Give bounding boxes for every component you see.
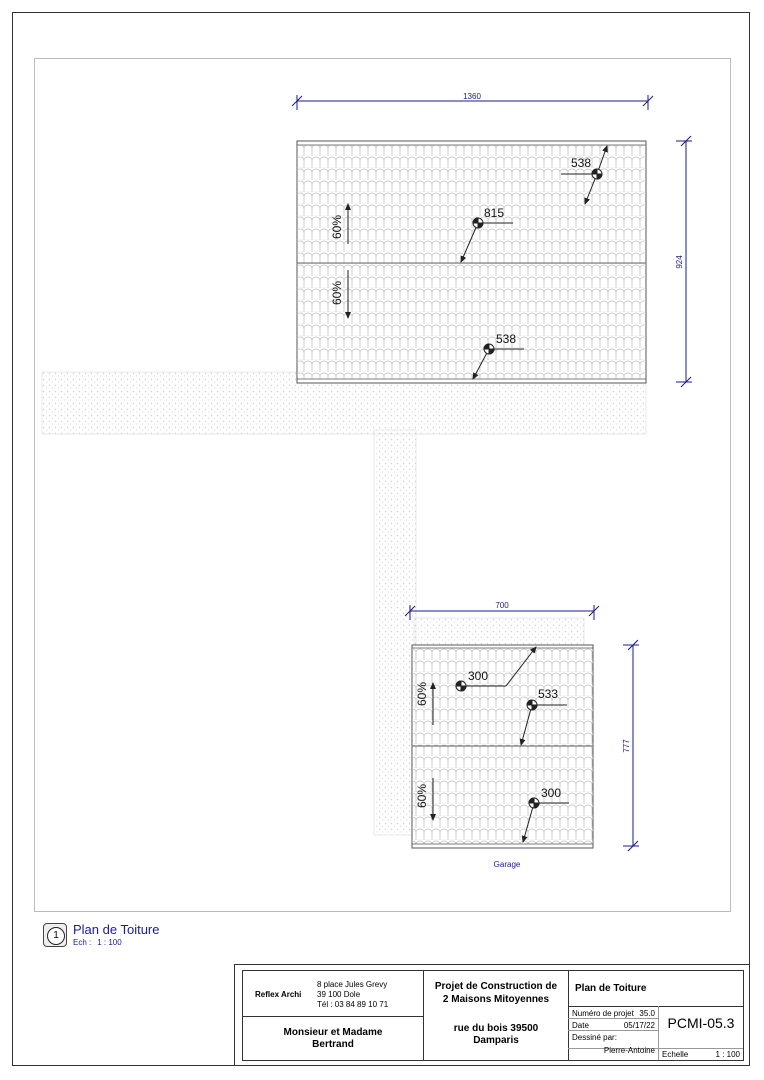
client-name [243, 1027, 423, 1051]
project-title [424, 980, 568, 1006]
dim-garage-width: 700 [495, 601, 509, 610]
slope-label: 60% [415, 783, 429, 809]
view-number-badge [43, 923, 67, 947]
dim-garage-height: 777 [622, 739, 631, 753]
terrain-strip-vertical [374, 430, 416, 835]
elevation-label: 538 [571, 156, 592, 170]
view-scale-label: Ech : [73, 938, 92, 947]
elevation-label: 300 [541, 786, 562, 800]
company-name: Reflex Archi [255, 990, 302, 999]
address-line: 39 100 Dole [317, 990, 361, 999]
scale-label: Echelle [662, 1050, 689, 1059]
dim-main-width: 1360 [463, 92, 481, 101]
scale: 1 : 100 [715, 1050, 740, 1059]
view-name: Plan de Toiture [73, 922, 160, 937]
address-line: 8 place Jules Grevy [317, 980, 388, 989]
view-scale-value: 1 : 100 [97, 938, 122, 947]
garage-roof [412, 645, 593, 848]
elevation-label: 538 [496, 332, 517, 346]
elevation-label: 533 [538, 687, 559, 701]
title-block [242, 970, 744, 1061]
drawn-by: Pierre-Antoine [603, 1046, 655, 1055]
site-line: Damparis [473, 1035, 519, 1046]
site-address [424, 1023, 568, 1047]
view-scale [73, 938, 122, 947]
project-line: 2 Maisons Mitoyennes [442, 994, 550, 1005]
date: 05/17/22 [623, 1021, 655, 1030]
site-line: rue du bois 39500 [453, 1023, 539, 1034]
garage-label: Garage [493, 860, 521, 869]
sheet-title: Plan de Toiture [575, 983, 647, 994]
elevation-label: 300 [468, 669, 489, 683]
slope-label: 60% [415, 681, 429, 707]
slope-label: 60% [330, 214, 344, 240]
date-label: Date [572, 1021, 589, 1030]
client-line: Monsieur et Madame [283, 1027, 383, 1038]
project-number-label: Numéro de projet [572, 1009, 634, 1018]
slope-label: 60% [330, 280, 344, 306]
elevation-label: 815 [484, 206, 505, 220]
project-line: Projet de Construction de [434, 981, 558, 992]
company-phone: Tél : 03 84 89 10 71 [317, 1000, 389, 1009]
company-address [317, 980, 388, 1010]
drawn-by-label: Dessiné par: [572, 1033, 617, 1042]
project-number: 35.0 [639, 1009, 655, 1018]
view-number: 1 [47, 927, 65, 945]
terrain-strip-garage [414, 618, 584, 646]
sheet-number: PCMI-05.3 [667, 1015, 735, 1031]
client-line: Bertrand [312, 1039, 354, 1050]
dim-main-height: 924 [675, 255, 684, 269]
